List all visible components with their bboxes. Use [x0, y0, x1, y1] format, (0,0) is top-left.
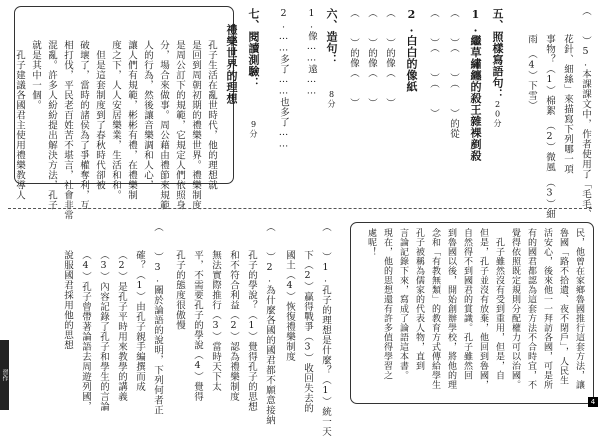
passage-line: 處呢！	[366, 228, 376, 257]
section6-q2[interactable]: 2.……多了……也多了……	[278, 8, 289, 150]
section6-q1[interactable]: 1.像……遠……	[306, 8, 317, 97]
reading-line: 但是這套制度到了春秋時代卻被	[94, 40, 105, 190]
reading-line: 相打伐，平民老百姓苦不堪言，社會非常	[62, 40, 73, 220]
section5-points: 20分	[493, 100, 502, 128]
passage-line: 活安心，後來他一一拜訪各國，可是所	[542, 228, 552, 390]
passage-line: 到魯國以後，開始創辦學校，將他的理	[446, 228, 456, 390]
reading-line: 分，場合來做事。周公藉由禮節來規範	[158, 40, 169, 210]
q1-options-2: 國土（4）恢復禮樂制度	[284, 250, 295, 362]
reading-line: 人的行為，然後讓音樂調和人心，	[142, 40, 153, 190]
section7-title: 七、閱讀測驗：	[247, 8, 260, 89]
passage-line: 有的國君都認為這套方法不合時宜，不	[526, 228, 536, 390]
reading-line: 孔子建議各國君主使用禮樂教導人	[14, 40, 25, 200]
section5-q2: 2.白白的像紙	[405, 8, 418, 93]
q2-line-e: 平，不需要孔子的學說（4）覺得	[192, 250, 203, 402]
section5-q1: 1.繼草繡纏的殺王雜裸剷殺	[469, 8, 482, 162]
reading-line: 破壞了，當時的諸侯為了爭權奪利，互	[78, 40, 89, 210]
q3-line-c: （2）是孔子平時用來教學的講義	[116, 250, 127, 402]
q3-line-b: 確？（1）由孔子親手編撰而成	[134, 250, 145, 392]
passage-line: 自然得不到國君的賞識。孔子雖然回	[462, 228, 472, 380]
q3-line-f: 說服國君採用他的思想	[62, 250, 73, 350]
section5-q2-row2[interactable]: （ ）的像（ ）	[366, 8, 377, 108]
passage-line: 覺得依照既定規則分配權力可以治國。	[510, 228, 520, 390]
passage-line: 但是，孔子並沒有放棄，他回到魯國，	[478, 228, 488, 390]
section5-q1-row2[interactable]: （ ）（ ）（ ）	[428, 8, 439, 119]
reading-line: 是周公訂下的規範，它規定人們依照身	[174, 40, 185, 210]
q5-line4: 雨 （4）下雪）	[526, 34, 537, 111]
page-divider	[8, 208, 592, 209]
page-number: 4	[588, 397, 598, 407]
section5-title: 五、照樣寫語句：	[491, 8, 504, 100]
q2-line-f: 孔子的態度很傲慢	[174, 250, 185, 330]
reading-line: 孔子生活在亂世時代，他的理想就	[206, 40, 217, 190]
reading-line: 就是其中一個。	[30, 40, 41, 110]
reading-line: 是回到周朝初期的禮樂世界。禮樂制度	[190, 40, 201, 210]
section7-points: 9分	[249, 120, 258, 138]
passage-line: 孔子雖然沒有受到重用，但是，自	[494, 228, 504, 380]
section6-points: 8分	[327, 90, 336, 108]
reading-line: 度之下，人人安居樂業，生活和和。	[110, 40, 121, 200]
q5-line3: 事物？（1）棉絮 （2）微風 （3）細	[544, 34, 555, 219]
section6-title: 六、造句：	[325, 8, 338, 66]
passage-line: 念和「有教無類」的教育方式傳給學生	[430, 228, 440, 390]
reading-title: 禮樂世界的理想	[225, 24, 238, 105]
section5-q1-row1[interactable]: （ ）（ ）（ ）的從	[448, 8, 459, 139]
passage-line: 魯國「路不拾遺、夜不閉戶」，人民生	[558, 228, 568, 385]
q3-stem[interactable]: （ ）3.關於論語的說明，下列何者正	[152, 222, 163, 415]
q2-line-d: 無法實際推行（3）當時天下太	[210, 250, 221, 392]
passage-line: 言論記錄下來，寫成了論語這本書。	[398, 228, 408, 380]
q2-line-c: 和不符合利益（2）認為禮樂制度	[228, 250, 239, 402]
reading-line: 混亂。許多人紛紛提出解決方法，孔子	[46, 40, 57, 210]
q2-stem[interactable]: （ ）2.為什麼各國的國君都不願意接納	[264, 222, 275, 425]
side-label-tab: 習作	[0, 340, 9, 410]
passage-line: 孔子被稱為儒家的代表人物，直到	[414, 228, 424, 371]
passage-line: 民，他曾在家鄉魯國推行這套方法，讓	[574, 228, 584, 390]
q2-line-b: 孔子的學說？（1）覺得孔子的思想	[246, 250, 257, 412]
q1-stem[interactable]: （ ）1.孔子的理想是什麼？（1）統一天	[320, 222, 331, 437]
q3-line-e: （4）孔子曾帶著論語去周遊列國，	[80, 250, 91, 412]
reading-line: 讓人們有規範，彬彬有禮，在禮樂制	[126, 40, 137, 200]
q5-line2: 花針、細絲」來描寫下列哪一項	[562, 34, 573, 174]
q1-options: 下（2）贏得戰爭（3）收回失去的	[302, 250, 313, 413]
section5-q2-row3[interactable]: （ ）的像（ ）	[348, 8, 359, 108]
passage-line: 現在，他的思想還有許多值得學習之	[382, 228, 392, 380]
section5-q2-row1[interactable]: （ ）的像（ ）	[384, 8, 395, 108]
q5-line1: （ ）5.本課課文中，作者使用了「毛毛、	[580, 6, 591, 219]
q3-line-d: （3）內容記錄了孔子和學生的言論	[98, 250, 109, 412]
